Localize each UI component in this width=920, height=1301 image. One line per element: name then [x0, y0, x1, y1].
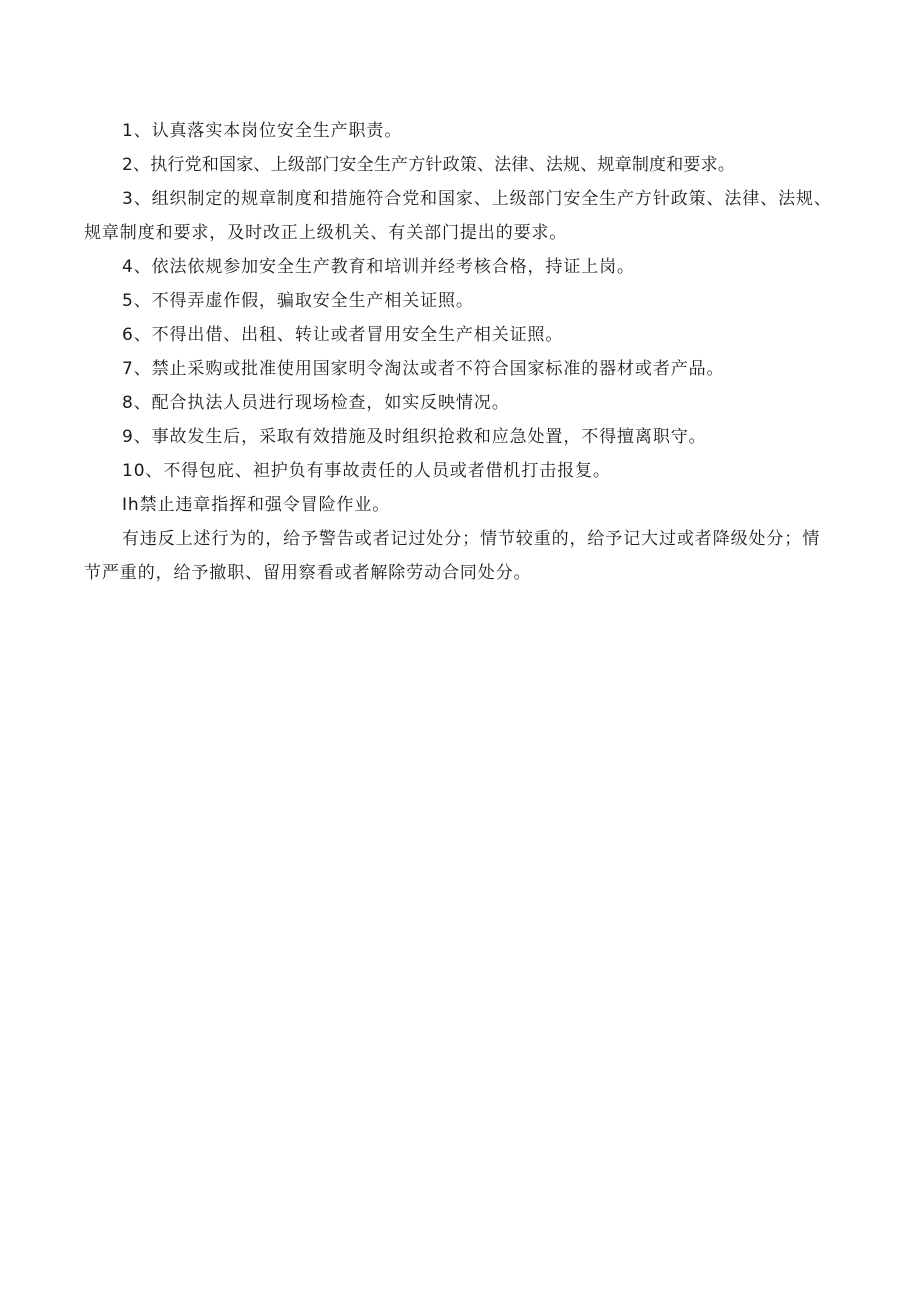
paragraph-item-11: Ih禁止违章指挥和强令冒险作业。	[122, 495, 391, 515]
paragraph-item-5: 5、不得弄虚作假，骗取安全生产相关证照。	[122, 291, 474, 311]
paragraph-item-6: 6、不得出借、出租、转让或者冒用安全生产相关证照。	[122, 325, 564, 345]
paragraph-item-10: 10、不得包庇、袒护负有事故责任的人员或者借机打击报复。	[122, 461, 611, 481]
paragraph-item-4: 4、依法依规参加安全生产教育和培训并经考核合格，持证上岗。	[122, 257, 635, 277]
paragraph-item-9: 9、事故发生后，采取有效措施及时组织抢救和应急处置，不得擅离职守。	[122, 427, 707, 447]
paragraph-item-1: 1、认真落实本岗位安全生产职责。	[122, 121, 403, 141]
paragraph-item-7: 7、禁止采购或批准使用国家明令淘汰或者不符合国家标准的器材或者产品。	[122, 359, 725, 379]
paragraph-item-8: 8、配合执法人员进行现场检查，如实反映情况。	[122, 393, 510, 413]
document-body	[84, 114, 836, 590]
paragraph-item-2: 2、执行党和国家、上级部门安全生产方针政策、法律、法规、规章制度和要求。	[122, 155, 736, 175]
paragraph-item-3: 3、组织制定的规章制度和措施符合党和国家、上级部门安全生产方针政策、法律、法规、规章制度和要求，及时改正上级机关、有关部门提出的要求。	[84, 189, 832, 243]
penalty-paragraph: 有违反上述行为的，给予警告或者记过处分；情节较重的，给予记大过或者降级处分；情节严重的，给予撤职、留用察看或者解除劳动合同处分。	[84, 529, 821, 583]
